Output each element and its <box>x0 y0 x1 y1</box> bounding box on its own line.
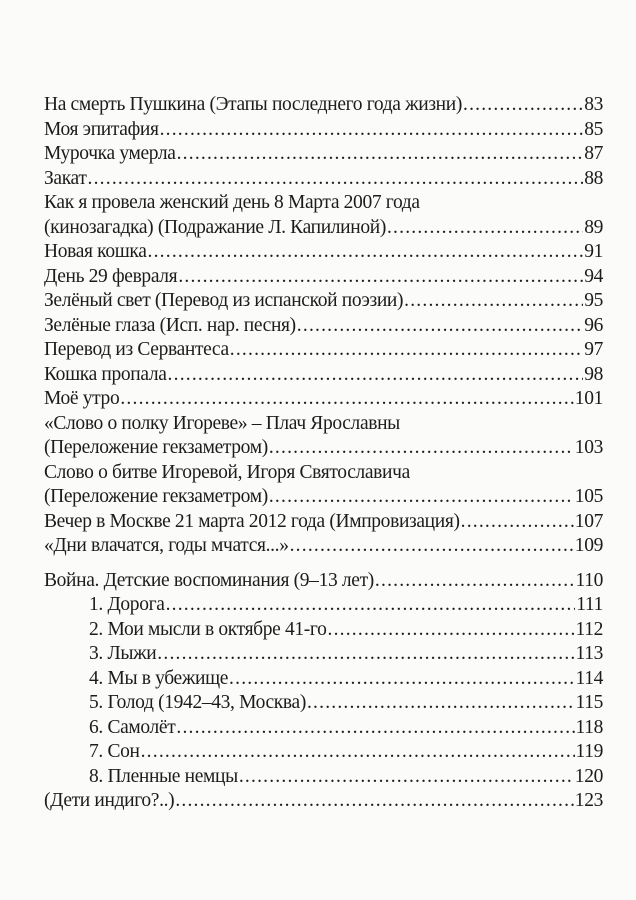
dot-leader <box>297 315 583 337</box>
toc-entry <box>44 413 603 438</box>
toc-entry <box>44 668 603 693</box>
dot-leader <box>177 143 584 165</box>
dot-leader <box>157 643 574 665</box>
toc-entry-title: 5. Голод (1942–43, Москва) <box>89 692 306 713</box>
toc-entry-title: 6. Самолёт <box>89 716 176 738</box>
toc-entry-page-number: 107 <box>574 510 603 532</box>
dot-leader <box>269 486 574 508</box>
toc-entry-page-number: 96 <box>584 314 603 336</box>
toc-entry-title: (Дети индиго?..) <box>44 790 175 811</box>
toc-entry-page-number: 89 <box>584 216 603 238</box>
toc-entry-title: 4. Мы в убежище <box>89 667 229 689</box>
toc-entry-page-number: 105 <box>574 486 603 507</box>
toc-entry <box>44 594 603 619</box>
toc-entry <box>44 570 603 595</box>
dot-leader <box>269 437 574 459</box>
dot-leader <box>120 388 573 410</box>
toc-entry <box>44 766 603 791</box>
toc-entry-title: (Переложение гекзаметром) <box>44 486 268 507</box>
toc-entry <box>44 535 603 560</box>
toc-entry <box>44 217 603 242</box>
toc-entry-title: Слово о битве Игоревой, Игоря Святославича <box>44 461 410 483</box>
toc-entry-page-number: 88 <box>584 167 603 189</box>
dot-leader <box>375 570 575 592</box>
toc-entry <box>44 619 603 644</box>
toc-entry-page-number: 110 <box>575 569 603 591</box>
dot-leader <box>88 168 584 190</box>
toc-entry-page-number: 95 <box>584 290 603 311</box>
toc-entry-page-number: 120 <box>574 765 603 787</box>
toc-entry-page-number: 101 <box>574 388 603 409</box>
toc-entry-title: Закат <box>44 167 87 189</box>
toc-entry <box>44 717 603 742</box>
dot-leader <box>160 119 584 141</box>
toc-entry-title: Моя эпитафия <box>44 118 159 140</box>
toc-entry-title: 8. Пленные немцы <box>89 765 238 787</box>
dot-leader <box>166 594 576 616</box>
dot-leader <box>148 241 584 263</box>
toc-entry-title: Мурочка умерла <box>44 143 176 164</box>
dot-leader <box>230 339 583 361</box>
dot-leader <box>168 364 584 386</box>
dot-leader <box>387 217 583 239</box>
toc-entry-title: Кошка пропала <box>44 363 167 385</box>
toc-entry-page-number: 97 <box>584 339 603 360</box>
toc-entry-title: Перевод из Сервантеса <box>44 339 229 360</box>
toc-entry-title: День 29 февраля <box>44 265 178 287</box>
toc-entry <box>44 511 603 536</box>
toc-entry-page-number: 119 <box>575 741 603 762</box>
toc-entry-title: Зелёные глаза (Исп. нар. песня) <box>44 314 296 336</box>
toc-entry-title: «Дни влачатся, годы мчатся...» <box>44 535 289 556</box>
toc-entry-title: Война. Детские воспоминания (9–13 лет) <box>44 569 374 591</box>
toc-entry-title: (кинозагадка) (Подражание Л. Капилиной) <box>44 216 386 238</box>
toc-entry-page-number: 83 <box>584 94 603 115</box>
toc-entry <box>44 192 603 217</box>
toc-entry-page-number: 109 <box>574 535 603 556</box>
dot-leader <box>141 741 575 763</box>
dot-leader <box>290 535 574 557</box>
toc-entry-page-number: 112 <box>575 618 603 640</box>
toc-entry <box>44 94 603 119</box>
toc-entry-title: 1. Дорога <box>89 594 165 615</box>
toc-entry <box>44 462 603 487</box>
toc-entry-title: Новая кошка <box>44 241 147 262</box>
toc-entry-page-number: 123 <box>574 790 603 811</box>
dot-leader <box>463 94 583 116</box>
dot-leader <box>176 717 574 739</box>
toc-entry <box>44 643 603 668</box>
toc-entry-page-number: 85 <box>584 118 603 140</box>
dot-leader <box>404 290 583 312</box>
dot-leader <box>307 692 575 714</box>
toc-entry <box>44 790 603 815</box>
toc-entry-title: Как я провела женский день 8 Марта 2007 года <box>44 192 420 213</box>
toc-entry-page-number: 115 <box>575 692 603 713</box>
dot-leader <box>229 668 574 690</box>
toc-entry <box>44 266 603 291</box>
toc-entry <box>44 315 603 340</box>
toc-entry <box>44 437 603 462</box>
toc-entry-page-number: 118 <box>575 716 603 738</box>
toc-entry-title: 7. Сон <box>89 741 140 762</box>
toc-entry-title: 2. Мои мысли в октябре 41-го <box>89 618 327 640</box>
dot-leader <box>239 766 574 788</box>
toc-entry <box>44 364 603 389</box>
toc-entry-page-number: 113 <box>575 643 603 664</box>
dot-leader <box>461 511 574 533</box>
toc-entry <box>44 119 603 144</box>
toc-entry-page-number: 87 <box>584 143 603 164</box>
toc-entry-title: Моё утро <box>44 388 120 409</box>
toc-entry <box>44 168 603 193</box>
toc-entry <box>44 692 603 717</box>
toc-entry-title: «Слово о полку Игореве» – Плач Ярославны <box>44 412 400 434</box>
toc-entry <box>44 241 603 266</box>
toc-entry-page-number: 114 <box>575 667 603 689</box>
dot-leader <box>175 790 573 812</box>
toc-entry <box>44 339 603 364</box>
toc-entry-title: (Переложение гекзаметром) <box>44 437 268 458</box>
toc-entry <box>44 290 603 315</box>
toc-entry-page-number: 91 <box>584 241 603 262</box>
toc-entry-title: Зелёный свет (Перевод из испанской поэзии) <box>44 290 404 311</box>
dot-leader <box>178 266 583 288</box>
dot-leader <box>328 619 575 641</box>
toc-entry-title: 3. Лыжи <box>89 643 157 664</box>
table-of-contents <box>44 94 603 815</box>
toc-entry-page-number: 103 <box>574 437 603 458</box>
toc-entry <box>44 388 603 413</box>
toc-entry-title: Вечер в Москве 21 марта 2012 года (Импровизация) <box>44 510 460 532</box>
toc-entry <box>44 741 603 766</box>
toc-entry <box>44 143 603 168</box>
toc-entry-title: На смерть Пушкина (Этапы последнего года жизни) <box>44 94 462 115</box>
toc-entry-page-number: 98 <box>584 363 603 385</box>
toc-entry-page-number: 94 <box>584 265 603 287</box>
toc-entry <box>44 486 603 511</box>
toc-entry-page-number: 111 <box>576 594 603 615</box>
